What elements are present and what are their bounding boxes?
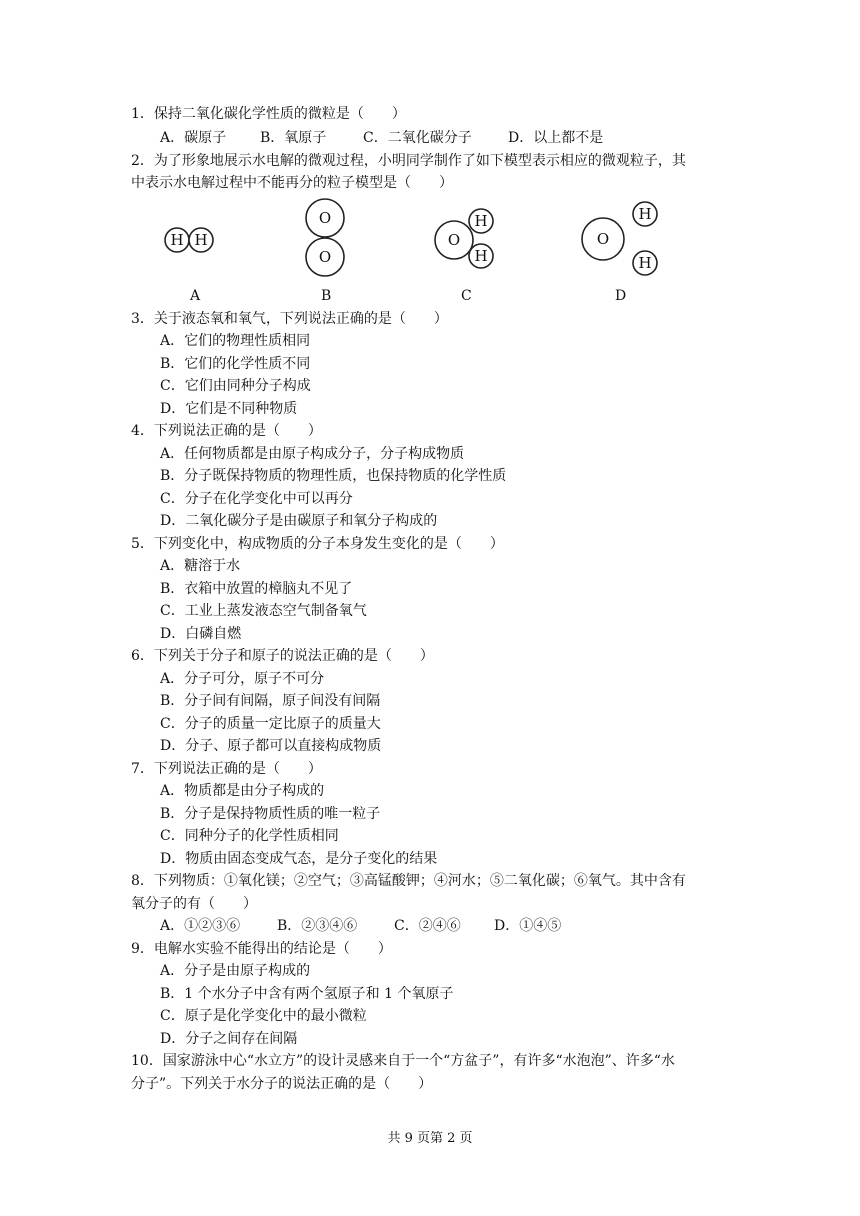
question-4-stem: 4．下列说法正确的是（ ） [131,423,322,439]
model-b-oxygen-molecule [300,196,356,282]
question-8-stem-line-1: 8．下列物质：①氧化镁；②空气；③高锰酸钾；④河水；⑤二氧化碳；⑥氧气。其中含有 [131,873,686,889]
figure-label-c: C [461,288,472,304]
q7-option-b: B．分子是保持物质性质的唯一粒子 [160,806,381,822]
atom-symbol-o: O [596,230,610,248]
figure-label-b: B [321,288,332,304]
q1-option-a: A．碳原子 [160,130,227,146]
question-7-stem: 7．下列说法正确的是（ ） [131,761,322,777]
q9-option-b: B．1 个水分子中含有两个氢原子和 1 个氧原子 [160,986,454,1002]
atom-symbol-h: H [638,205,652,223]
figure-label-a: A [190,288,201,304]
q1-option-b: B．氧原子 [260,130,327,146]
model-c-water-molecule [428,204,500,274]
atom-symbol-h: H [638,254,652,272]
atom-symbol-o: O [318,209,332,227]
model-d-separate-atoms [578,198,664,280]
q4-option-a: A．任何物质都是由原子构成分子，分子构成物质 [160,446,465,462]
q6-option-b: B．分子间有间隔，原子间没有间隔 [160,693,381,709]
q5-option-d: D．白磷自燃 [160,626,242,642]
q5-option-c: C．工业上蒸发液态空气制备氧气 [160,603,367,619]
q6-option-d: D．分子、原子都可以直接构成物质 [160,738,382,754]
question-6-stem: 6．下列关于分子和原子的说法正确的是（ ） [131,648,434,664]
model-a-hydrogen-molecule [160,222,220,258]
q8-option-c: C．②④⑥ [394,918,461,934]
question-3-stem: 3．关于液态氧和氧气，下列说法正确的是（ ） [131,311,448,327]
atom-symbol-h: H [474,212,488,230]
question-5-stem: 5．下列变化中，构成物质的分子本身发生变化的是（ ） [131,536,504,552]
atom-symbol-h: H [194,231,208,249]
question-1-stem: 1．保持二氧化碳化学性质的微粒是（ ） [131,106,406,122]
question-1-options [160,128,603,148]
q7-option-c: C．同种分子的化学性质相同 [160,828,339,844]
q3-option-b: B．它们的化学性质不同 [160,356,311,372]
q8-option-d: D．①④⑤ [494,918,562,934]
atom-symbol-o: O [318,248,332,266]
q9-option-d: D．分子之间存在间隔 [160,1031,298,1047]
figure-label-d: D [615,288,627,304]
question-10-stem-line-2: 分子”。下列关于水分子的说法正确的是（ ） [131,1076,433,1092]
q4-option-d: D．二氧化碳分子是由碳原子和氧分子构成的 [160,513,438,529]
question-2-stem-line-1: 2．为了形象地展示水电解的微观过程，小明同学制作了如下模型表示相应的微观粒子，其 [131,153,686,169]
q1-option-c: C．二氧化碳分子 [363,130,472,146]
q5-option-b: B．衣箱中放置的樟脑丸不见了 [160,581,353,597]
q8-option-b: B．②③④⑥ [277,918,358,934]
question-8-options [160,916,561,936]
q3-option-d: D．它们是不同种物质 [160,401,298,417]
q4-option-b: B．分子既保持物质的物理性质，也保持物质的化学性质 [160,468,507,484]
question-10-stem-line-1: 10．国家游泳中心“水立方”的设计灵感来自于一个“方盆子”，有许多“水泡泡”、许多“水 [131,1053,675,1069]
q6-option-a: A．分子可分，原子不可分 [160,671,325,687]
atom-symbol-o: O [447,231,461,249]
atom-symbol-h: H [170,231,184,249]
atom-symbol-h: H [474,247,488,265]
q3-option-c: C．它们由同种分子构成 [160,378,311,394]
question-9-stem: 9．电解水实验不能得出的结论是（ ） [131,941,392,957]
q7-option-a: A．物质都是由分子构成的 [160,783,325,799]
page-footer: 共 9 页第 2 页 [387,1131,473,1146]
q4-option-c: C．分子在化学变化中可以再分 [160,491,353,507]
q5-option-a: A．糖溶于水 [160,558,241,574]
question-2-stem-line-2: 中表示水电解过程中不能再分的粒子模型是（ ） [131,175,453,191]
q9-option-c: C．原子是化学变化中的最小微粒 [160,1008,367,1024]
q8-option-a: A．①②③⑥ [160,918,241,934]
question-8-stem-line-2: 氧分子的有（ ） [131,896,257,912]
q1-option-d: D．以上都不是 [508,130,604,146]
q6-option-c: C．分子的质量一定比原子的质量大 [160,716,381,732]
q7-option-d: D．物质由固态变成气态，是分子变化的结果 [160,851,438,867]
q9-option-a: A．分子是由原子构成的 [160,963,311,979]
q3-option-a: A．它们的物理性质相同 [160,333,311,349]
